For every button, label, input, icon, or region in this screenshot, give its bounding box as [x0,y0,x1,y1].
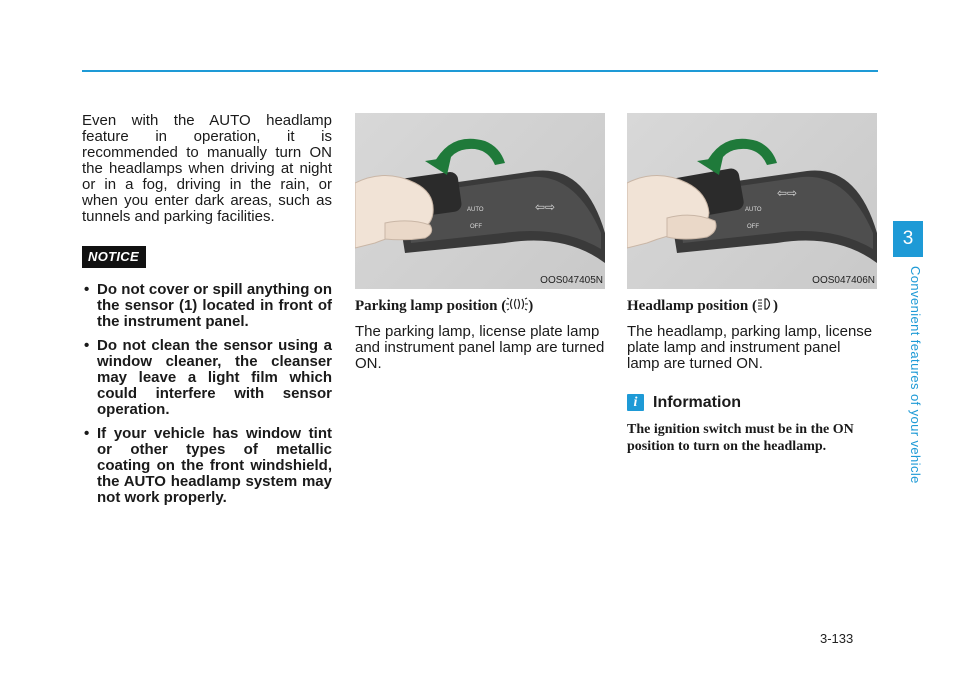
top-rule [82,70,878,72]
heading-prefix: Headlamp position ( [627,298,758,314]
information-title: Information [653,393,741,411]
notice-badge: NOTICE [82,246,146,268]
chapter-title [908,266,922,496]
notice-item: • Do not clean the sensor using a window cleaner, the cleanser may leave a light film which could interfere with sensor operation. [82,338,332,418]
svg-text:OFF: OFF [747,224,759,230]
chapter-title-text: Convenient features of your vehicle [908,266,923,484]
svg-text:⇦⇨: ⇦⇨ [535,200,556,214]
page-number: 3-133 [820,631,854,646]
notice-list [82,282,332,506]
parking-lamp-body: The parking lamp, license plate lamp and instrument panel lamp are turned ON. [355,323,605,373]
notice-item: • If your vehicle has window tint or other types of metallic coating on the front windshield, the AUTO headlamp system may not work properly. [82,426,332,506]
svg-text:AUTO: AUTO [467,207,484,213]
right-column [627,113,877,455]
light-switch-illustration [355,113,605,289]
information-header [627,394,877,411]
parking-lamp-icon [506,297,528,316]
notice-item: • Do not cover or spill anything on the sensor (1) located in front of the instrument panel. [82,282,332,330]
svg-text:AUTO: AUTO [745,207,762,213]
light-switch-illustration [627,113,877,289]
heading-suffix: ) [773,298,779,314]
intro-paragraph: Even with the AUTO headlamp feature in operation, it is recommended to manually turn ON the headlamps when driving at night or in a fog, driving in the rain, or when you enter dark areas, such as tunnels and parking facilities. [82,112,332,225]
heading-suffix: ) [528,298,534,314]
headlamp-heading [627,297,877,316]
info-icon: i [627,394,644,411]
parking-lamp-switch-photo [355,113,605,289]
heading-prefix: Parking lamp position ( [355,298,507,314]
headlamp-icon [757,297,773,316]
svg-text:OFF: OFF [470,224,482,230]
headlamp-switch-photo [627,113,877,289]
photo-code: OOS047406N [812,275,875,286]
middle-column [355,113,605,372]
information-text: The ignition switch must be in the ON position to turn on the headlamp. [627,422,854,455]
headlamp-body: The headlamp, parking lamp, license plate lamp and instrument panel lamp are turned ON. [627,323,873,373]
photo-code: OOS047405N [540,275,603,286]
parking-lamp-heading [355,297,605,316]
svg-text:⇦⇨: ⇦⇨ [777,186,798,200]
chapter-tab: 3 [893,221,923,257]
left-column [82,113,332,514]
